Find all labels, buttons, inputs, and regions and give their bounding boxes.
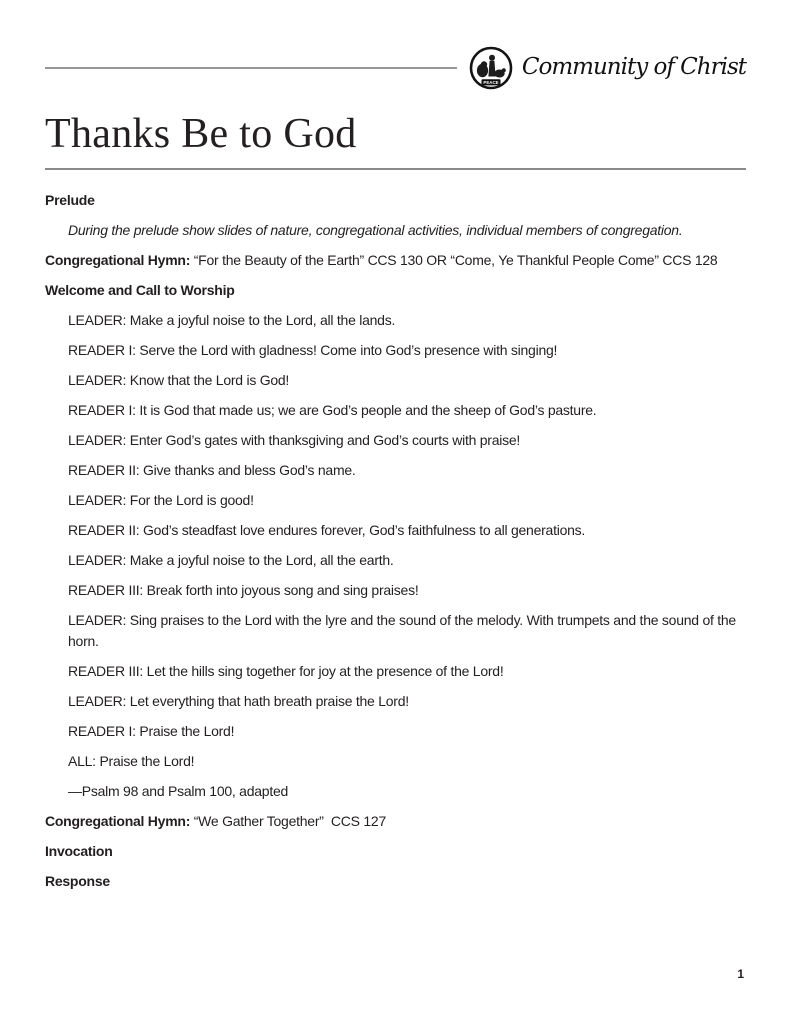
stage-direction: During the prelude show slides of nature, congregational activities, individual members of congregation. [68,221,683,238]
masthead-rule [45,67,457,69]
litany-line: READER II: Give thanks and bless God’s name. [68,461,356,478]
litany-line: READER III: Let the hills sing together for joy at the presence of the Lord! [68,662,504,679]
hymn-label: Congregational Hymn: [45,812,191,829]
page-number: 1 [737,967,744,981]
litany-line: LEADER: Sing praises to the Lord with the lyre and the sound of the melody. With trumpets and the sound of the horn. [68,611,736,649]
section-heading: Welcome and Call to Worship [45,281,235,298]
litany-line: READER II: God’s steadfast love endures forever, God’s faithfulness to all generations. [68,521,586,538]
hymn-line [45,811,746,832]
litany-line: LEADER: Make a joyful noise to the Lord, all the lands. [68,311,396,328]
litany-line: LEADER: Enter God’s gates with thanksgiving and God’s courts with praise! [68,431,521,448]
section-heading: Prelude [45,191,95,208]
scripture-attribution: —Psalm 98 and Psalm 100, adapted [68,782,289,799]
hymn-text: “We Gather Together” CCS 127 [193,812,386,829]
seal-banner-text: PEACE [483,80,499,85]
peace-seal-icon [469,46,513,90]
section-heading: Response [45,872,110,889]
brand-wordmark: Community of Christ [521,54,746,80]
litany-line: LEADER: Make a joyful noise to the Lord, all the earth. [68,551,394,568]
litany-line: LEADER: Let everything that hath breath praise the Lord! [68,692,409,709]
litany-line: READER I: It is God that made us; we are God’s people and the sheep of God’s pasture. [68,401,597,418]
hymn-line [45,250,746,271]
section-heading: Invocation [45,842,113,859]
church-logo [469,46,513,90]
hymn-text: “For the Beauty of the Earth” CCS 130 OR “Come, Ye Thankful People Come” CCS 128 [193,251,718,268]
hymn-label: Congregational Hymn: [45,251,191,268]
title-rule [45,168,746,170]
litany-line: ALL: Praise the Lord! [68,752,195,769]
document-title: Thanks Be to God [45,111,357,157]
litany-line: READER I: Serve the Lord with gladness! Come into God’s presence with singing! [68,341,558,358]
litany-line: LEADER: For the Lord is good! [68,491,254,508]
litany-line: READER I: Praise the Lord! [68,722,235,739]
litany-line: LEADER: Know that the Lord is God! [68,371,290,388]
litany-line: READER III: Break forth into joyous song and sing praises! [68,581,419,598]
document-body [45,190,746,892]
masthead [45,46,746,90]
